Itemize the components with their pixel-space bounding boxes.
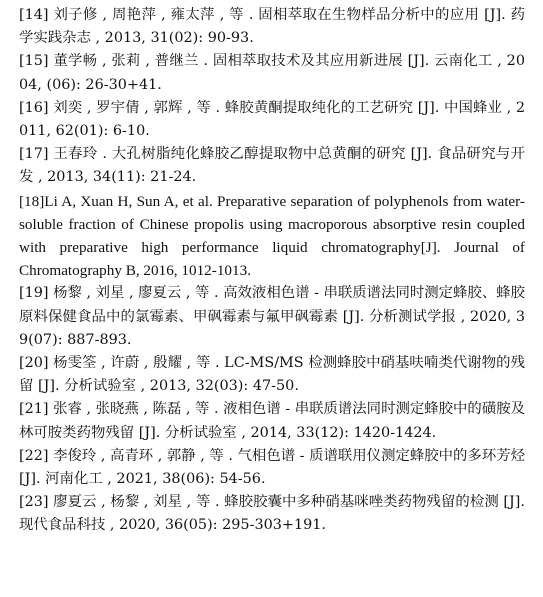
reference-17: [17] 王春玲 . 大孔树脂纯化蜂胶乙醇提取物中总黄酮的研究 [J]. 食品研究与开发 , 2013, 34(11): 21-24. (19, 146, 525, 186)
reference-15: [15] 董学畅 , 张莉 , 普继兰 . 固相萃取技术及其应用新进展 [J]. 云南化工 , 2004, (06): 26-30+41. (19, 53, 525, 93)
reference-list (19, 4, 525, 538)
reference-14: [14] 刘子修 , 周艳萍 , 雍太萍 , 等 . 固相萃取在生物样品分析中的应用 [J]. 药学实践杂志 , 2013, 31(02): 90-93. (19, 7, 525, 47)
reference-19: [19] 杨黎 , 刘星 , 廖夏云 , 等 . 高效液相色谱 - 串联质谱法同时测定蜂胶、蜂胶原料保健食品中的氯霉素、甲砜霉素与氟甲砜霉素 [J]. 分析测试学报 , 2020, 39(07): 887-893. (19, 285, 525, 348)
reference-18: [18]Li A, Xuan H, Sun A, et al. Preparative separation of polyphenols from water-soluble fraction of Chinese propolis using macroporous absorptive resin coupled with preparative high performance liquid chromatography[J]. Journal of Chromatography B, 2016, 1012-1013. (19, 192, 525, 280)
reference-23: [23] 廖夏云 , 杨黎 , 刘星 , 等 . 蜂胶胶囊中多种硝基咪唑类药物残留的检测 [J]. 现代食品科技 , 2020, 36(05): 295-303+191. (19, 494, 525, 534)
reference-16: [16] 刘奕 , 罗宇倩 , 郭辉 , 等 . 蜂胶黄酮提取纯化的工艺研究 [J]. 中国蜂业 , 2011, 62(01): 6-10. (19, 99, 525, 140)
reference-21: [21] 张睿 , 张晓燕 , 陈磊 , 等 . 液相色谱 - 串联质谱法同时测定蜂胶中的磺胺及林可胺类药物残留 [J]. 分析试验室 , 2014, 33(12): 1420-1424. (19, 401, 525, 441)
reference-22: [22] 李俊玲 , 高青环 , 郭静 , 等 . 气相色谱 - 质谱联用仪测定蜂胶中的多环芳烃 [J]. 河南化工 , 2021, 38(06): 54-56. (19, 447, 525, 488)
reference-20: [20] 杨雯筌 , 许蔚 , 殷耀 , 等 . LC-MS/MS 检测蜂胶中硝基呋喃类代谢物的残留 [J]. 分析试验室 , 2013, 32(03): 47-50. (19, 355, 525, 395)
